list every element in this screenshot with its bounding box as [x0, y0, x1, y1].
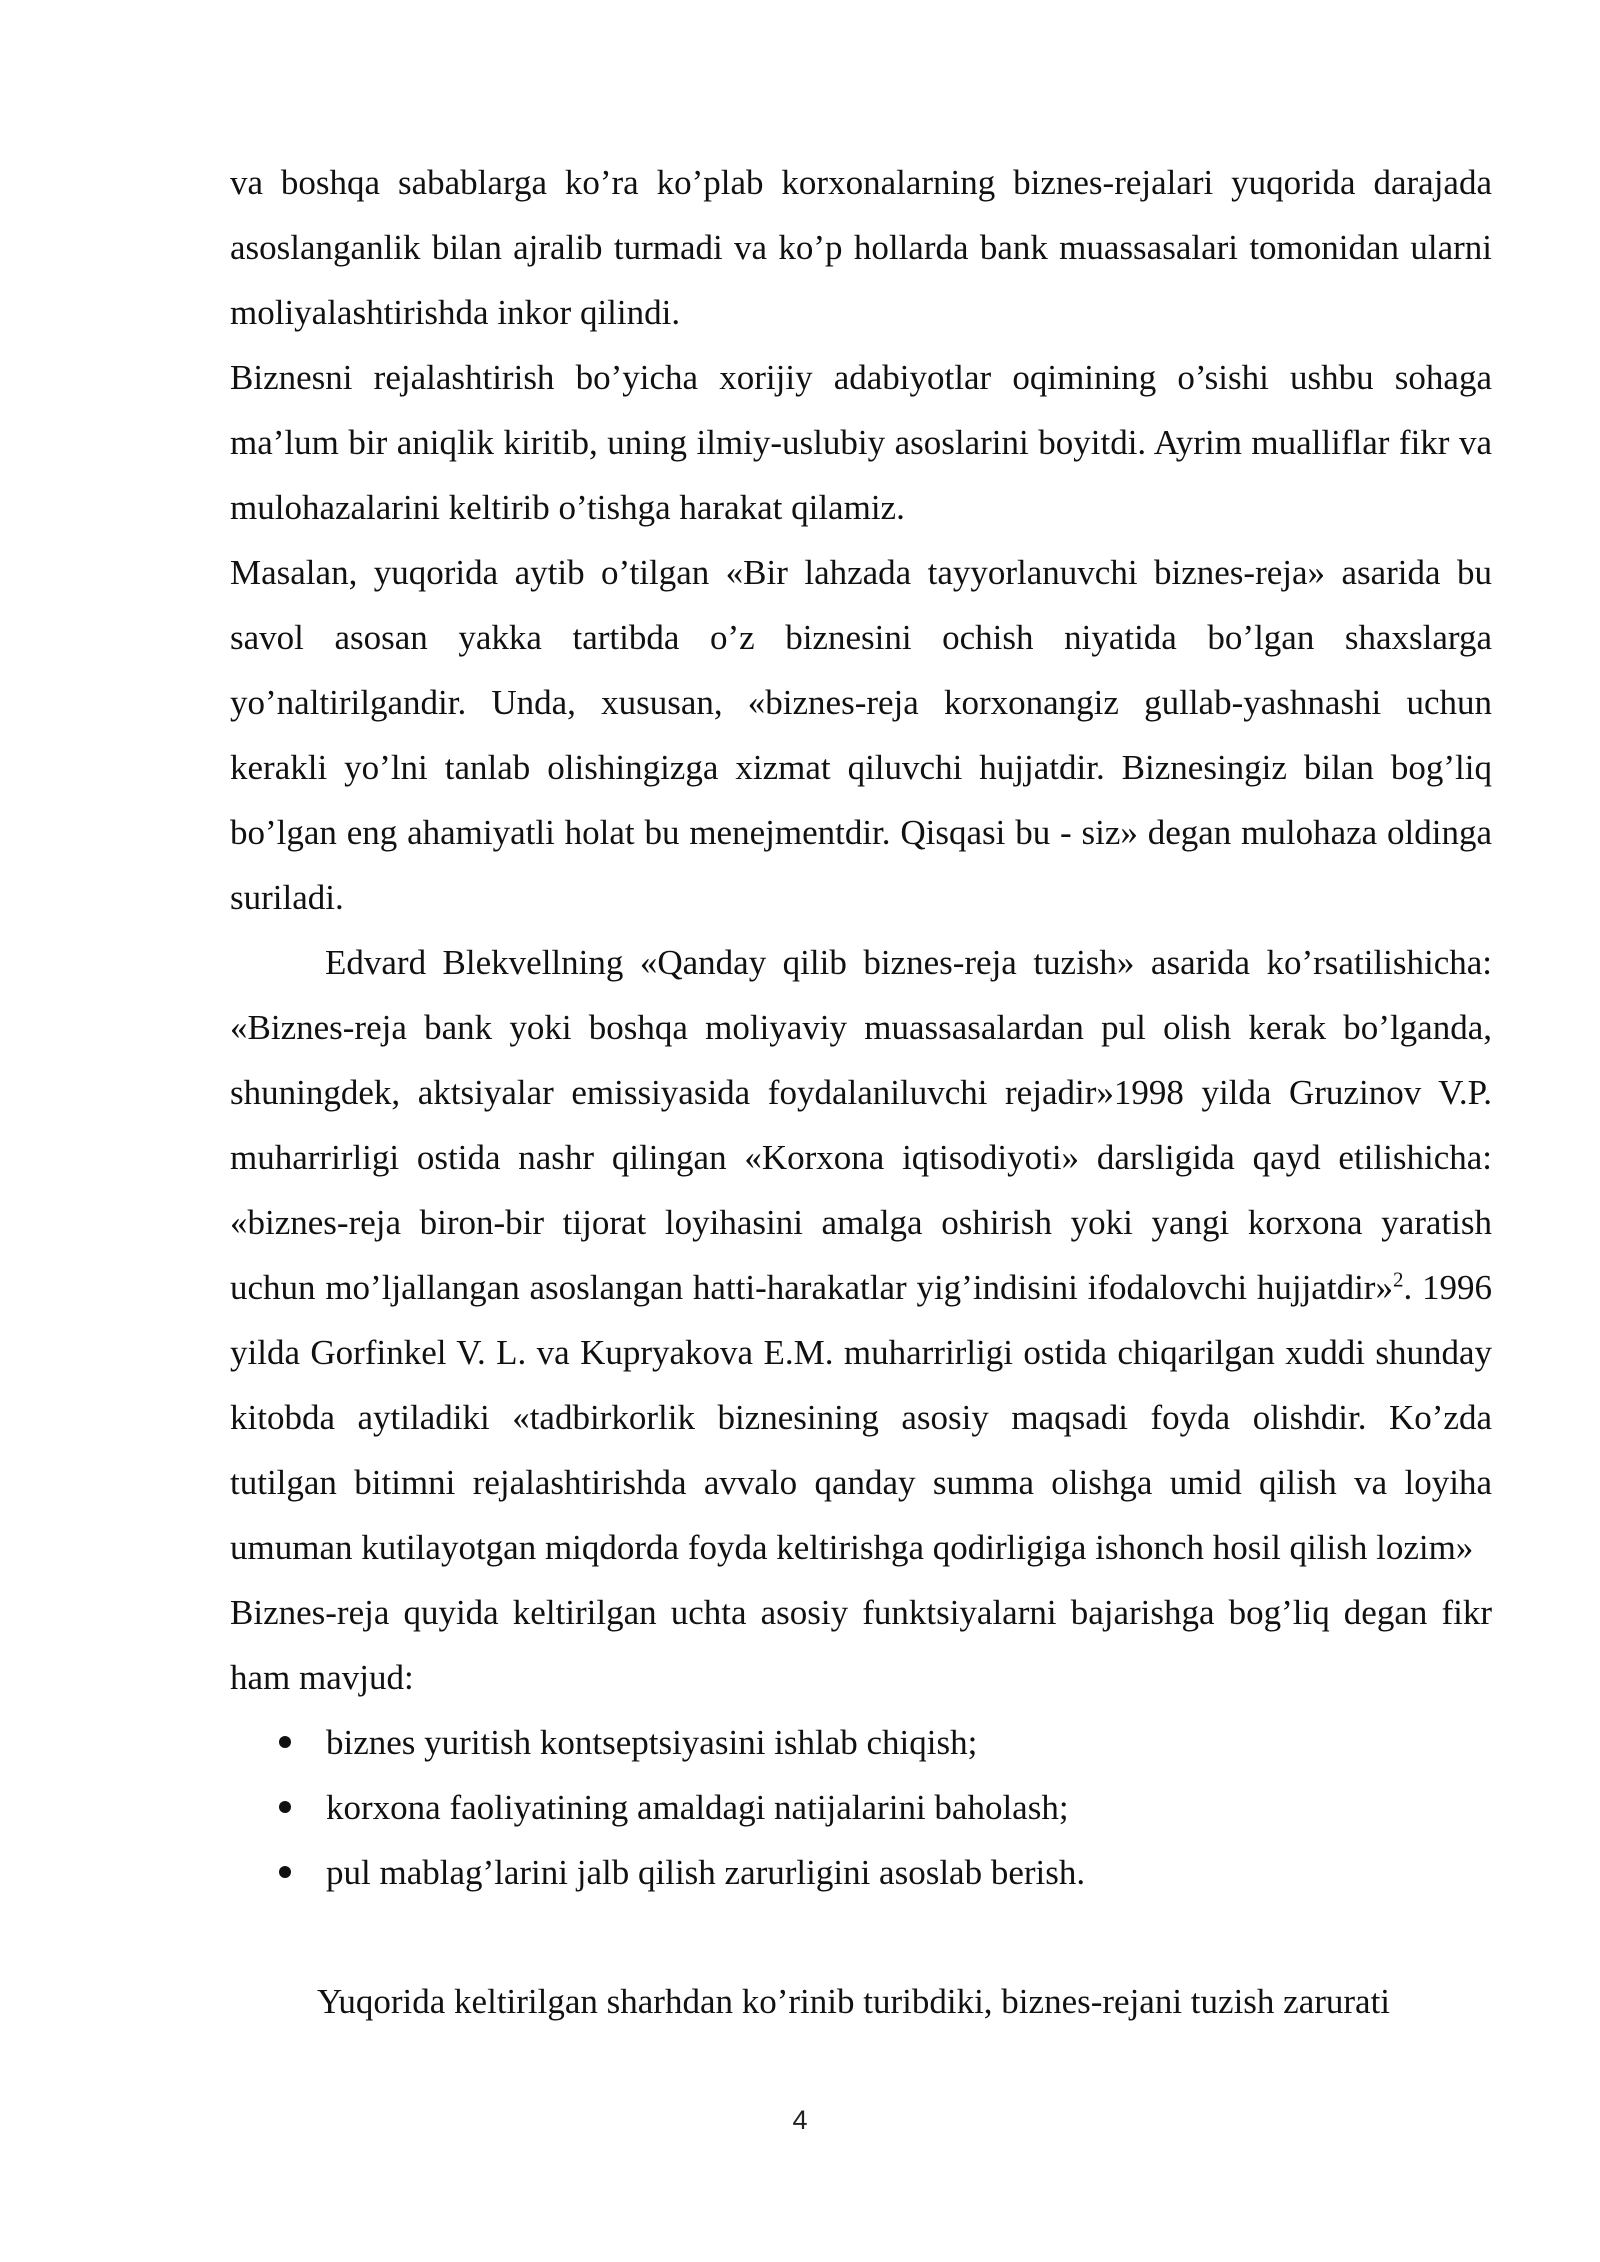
- bullet-icon: [279, 1866, 291, 1878]
- spacer: [230, 1905, 1492, 1969]
- paragraph-4: [230, 930, 1492, 1580]
- paragraph-4-text-a: Edvard Blekvellning «Qanday qilib biznes-reja tuzish» asarida ko’rsatilishicha: «Biznes-reja bank yoki boshqa moliyaviy muassasalardan pul olish kerak bo’lganda, shuningdek, aktsiyalar emissiyasida foydalaniluvchi rejadir»1998 yilda Gruzinov V.P. muharrirligi ostida nashr qilingan «Korxona iqtisodiyoti» darsligida qayd etilishicha: «biznes-reja biron-bir tijorat loyihasini amalga oshirish yoki yangi korxona yaratish uchun mo’ljallangan asoslangan hatti-harakatlar yig’indisini ifodalovchi hujjatdir»: [230, 943, 1492, 1307]
- paragraph-5: Biznes-reja quyida keltirilgan uchta asosiy funktsiyalarni bajarishga bog’liq degan fikr ham mavjud:: [230, 1593, 1492, 1697]
- paragraph-6: Yuqorida keltirilgan sharhdan ko’rinib turibdiki, biznes-rejani tuzish zarurati: [317, 1982, 1391, 2021]
- paragraph-3: Masalan, yuqorida aytib o’tilgan «Bir lahzada tayyorlanuvchi biznes-reja» asarida bu savol asosan yakka tartibda o’z biznesini ochish niyatida bo’lgan shaxslarga yo’naltirilgandir. Unda, xususan, «biznes-reja korxonangiz gullab-yashnashi uchun kerakli yo’lni tanlab olishingizga xizmat qiluvchi hujjatdir. Biznesingiz bilan bog’liq bo’lgan eng ahamiyatli holat bu menejmentdir. Qisqasi bu - siz» degan mulohaza oldinga suriladi.: [230, 553, 1492, 917]
- paragraph-1: va boshqa sabablarga ko’ra ko’plab korxonalarning biznes-rejalari yuqorida darajada asoslanganlik bilan ajralib turmadi va ko’p hollarda bank muassasalari tomonidan ularni moliyalashtirishda inkor qilindi.: [230, 163, 1492, 332]
- list-item: pul mablag’larini jalb qilish zarurligini asoslab berish.: [230, 1840, 1492, 1905]
- bullet-list: [230, 1710, 1492, 1905]
- page-number: 4: [792, 2105, 808, 2135]
- paragraph-4-text-b: . 1996 yilda Gorfinkel V. L. va Kupryakova E.M. muharrirligi ostida chiqarilgan xuddi shunday kitobda aytiladiki «tadbirkorlik biznesining asosiy maqsadi foyda olishdir. Ko’zda tutilgan bitimni rejalashtirishda avvalo qanday summa olishga umid qilish va loyiha umuman kutilayotgan miqdorda foyda keltirishga qodirligiga ishonch hosil qilish lozim»: [230, 1268, 1493, 1567]
- bullet-icon: [279, 1801, 291, 1813]
- footnote-marker: 2: [1392, 1267, 1404, 1292]
- bullet-icon: [279, 1736, 291, 1748]
- list-item: biznes yuritish kontseptsiyasini ishlab chiqish;: [230, 1710, 1492, 1775]
- paragraph-2: Biznesni rejalashtirish bo’yicha xorijiy adabiyotlar oqimining o’sishi ushbu sohaga ma’lum bir aniqlik kiritib, uning ilmiy-uslubiy asoslarini boyitdi. Ayrim mualliflar fikr va mulohazalarini keltirib o’tishga harakat qilamiz.: [230, 358, 1492, 527]
- document-page: [230, 150, 1492, 2034]
- list-item: korxona faoliyatining amaldagi natijalarini baholash;: [230, 1775, 1492, 1840]
